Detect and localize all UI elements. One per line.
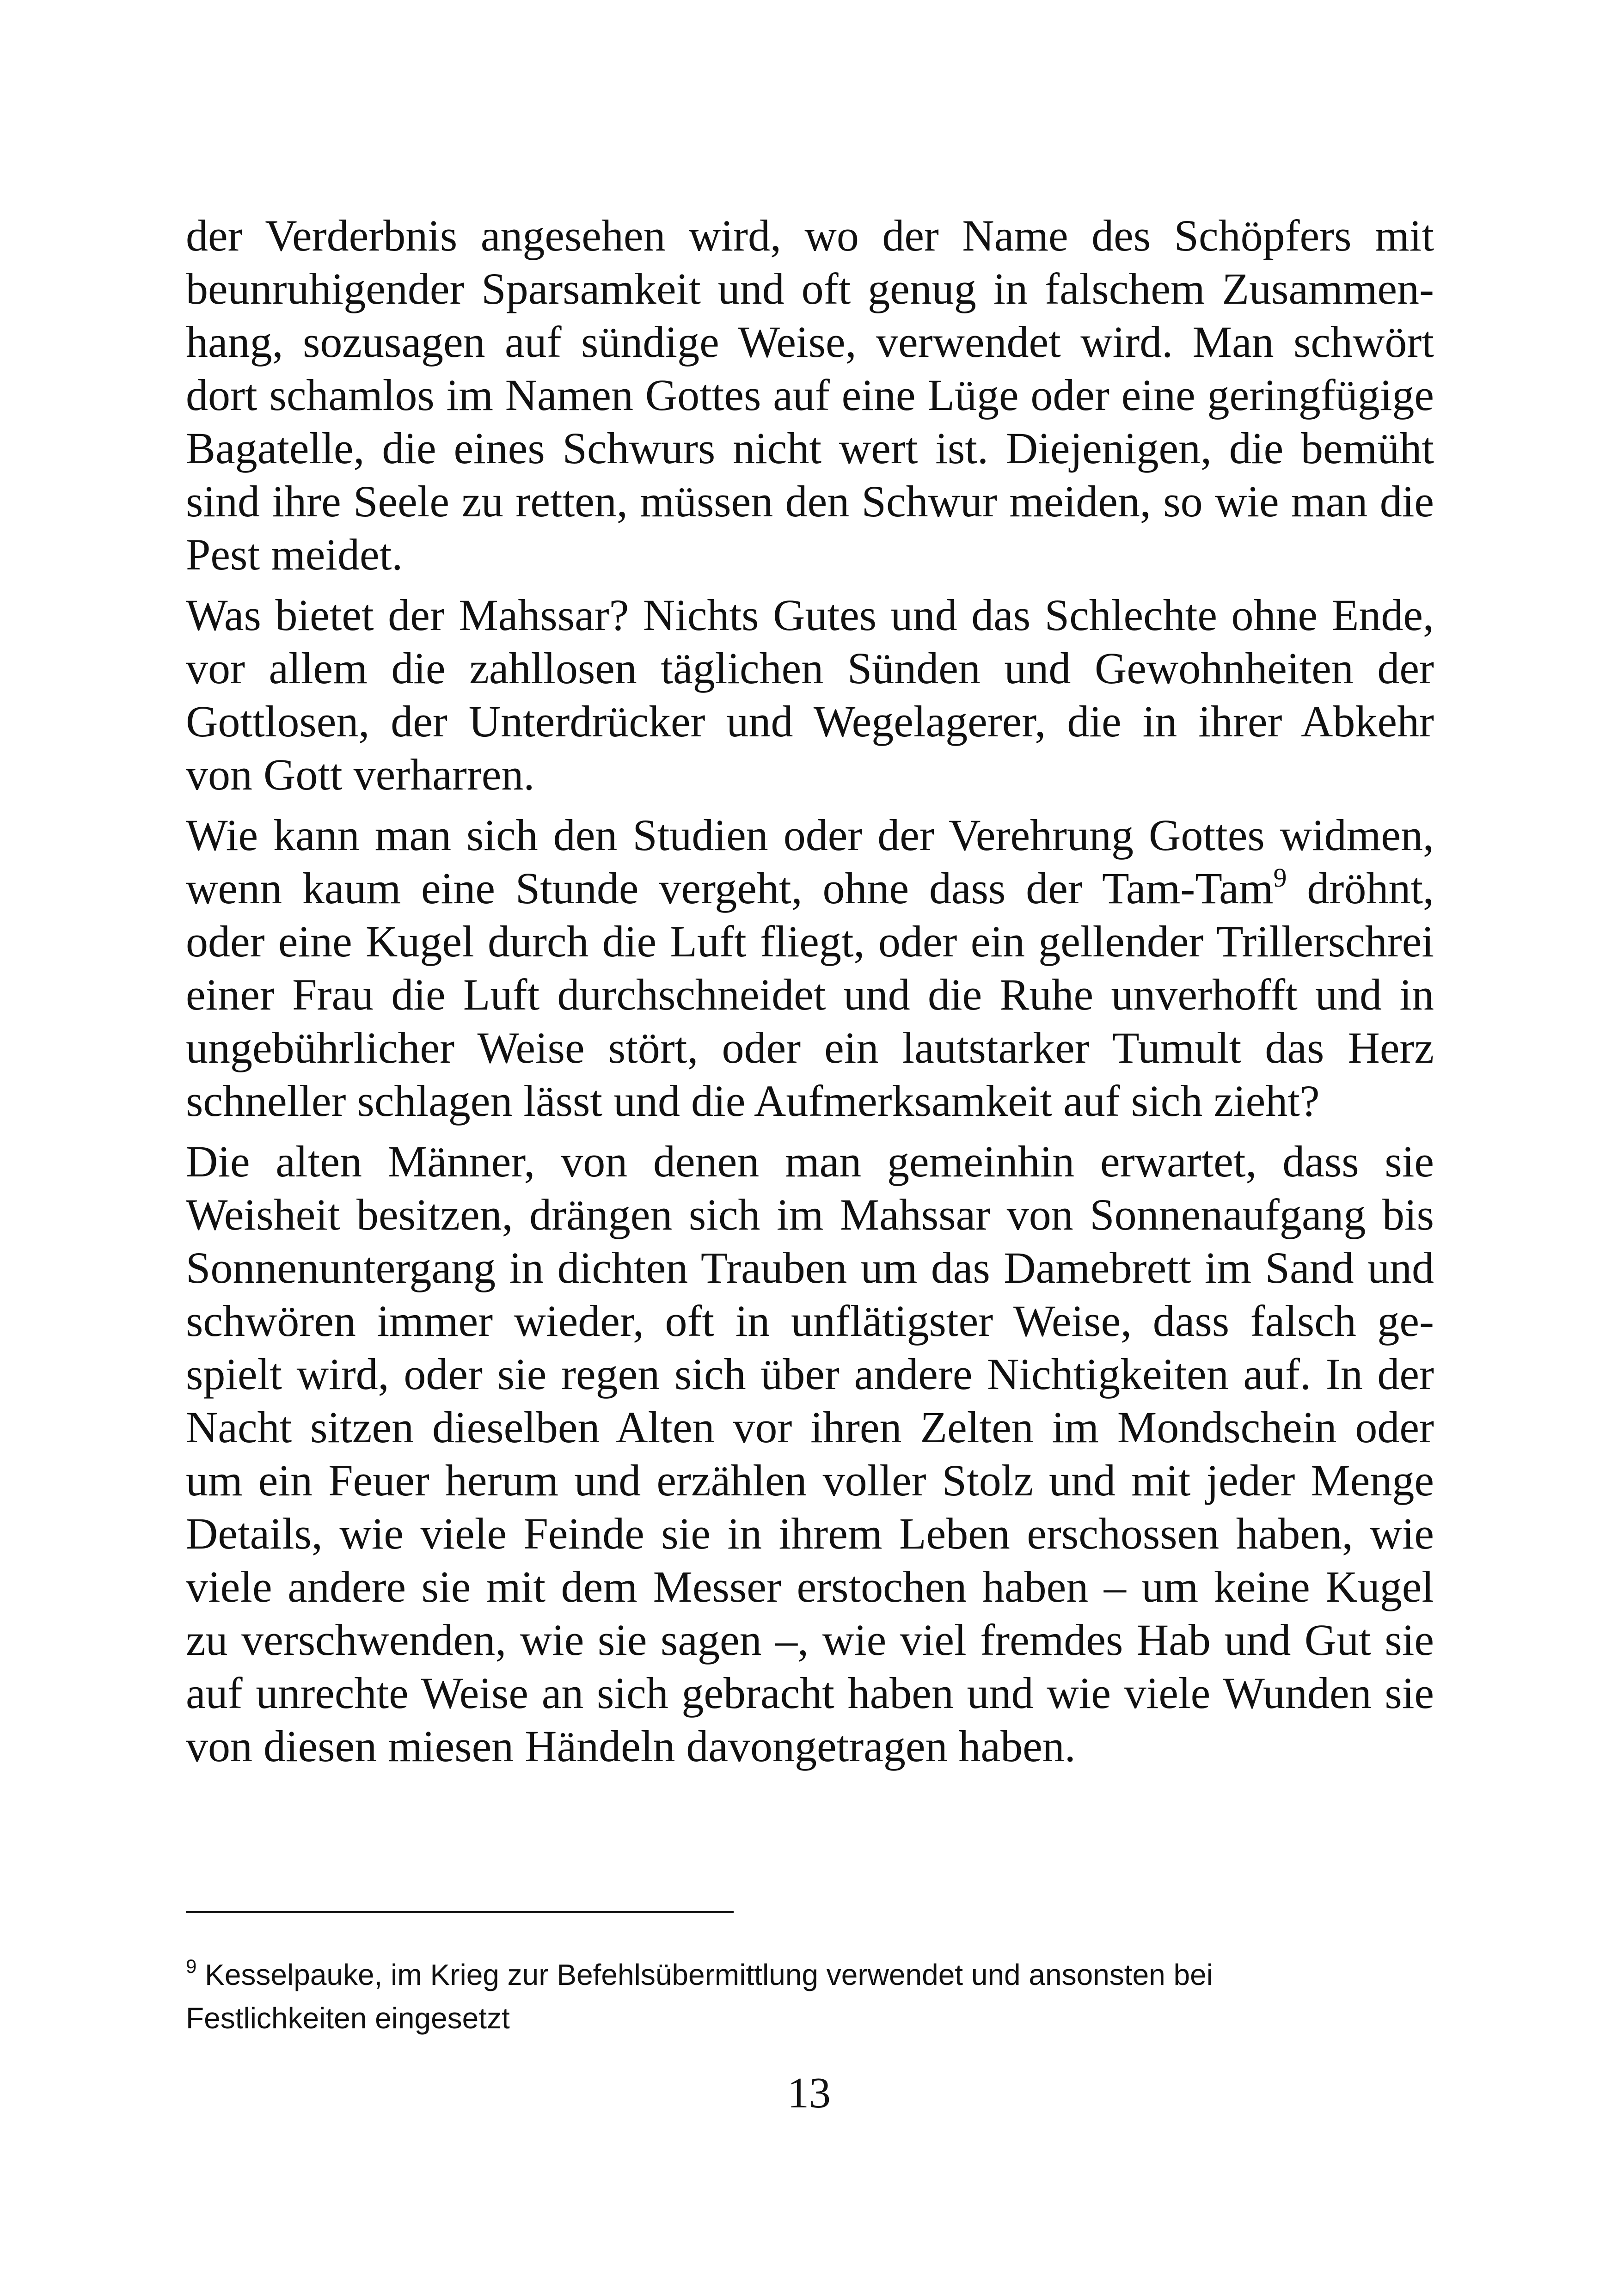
text-line: auf unrechte Weise an sich gebracht haben und wie viele Wunden sie bbox=[186, 1668, 1434, 1718]
text-line: schwören immer wieder, oft in unflätigster Weise, dass falsch ge- bbox=[186, 1296, 1434, 1346]
text-line: Nacht sitzen dieselben Alten vor ihren Zelten im Mondschein oder bbox=[186, 1402, 1434, 1452]
paragraph bbox=[186, 209, 1434, 581]
footnote-marker: 9 bbox=[186, 1955, 197, 1977]
paragraph bbox=[186, 1135, 1434, 1773]
paragraph bbox=[186, 808, 1434, 1127]
footnote bbox=[186, 1953, 1434, 2040]
text-line: um ein Feuer herum und erzählen voller Stolz und mit jeder Menge bbox=[186, 1456, 1434, 1505]
text-line: Die alten Männer, von denen man gemeinhin erwartet, dass sie bbox=[186, 1137, 1434, 1186]
text-line: zu verschwenden, wie sie sagen –, wie viel fremdes Hab und Gut sie bbox=[186, 1615, 1434, 1665]
text-line bbox=[186, 862, 1434, 915]
text-line: vor allem die zahllosen täglichen Sünden und Gewohnheiten der bbox=[186, 643, 1434, 693]
body-text bbox=[186, 209, 1434, 1780]
footnote-text: Festlichkeiten eingesetzt bbox=[186, 2002, 510, 2035]
text-line: ungebührlicher Weise stört, oder ein lautstarker Tumult das Herz bbox=[186, 1023, 1434, 1072]
text-line: viele andere sie mit dem Messer erstochen haben – um keine Kugel bbox=[186, 1562, 1434, 1611]
text-line: Details, wie viele Feinde sie in ihrem Leben erschossen haben, wie bbox=[186, 1509, 1434, 1558]
text-line: sind ihre Seele zu retten, müssen den Schwur meiden, so wie man die bbox=[186, 477, 1434, 526]
footnote-separator-rule bbox=[186, 1911, 734, 1913]
text-line: Weisheit besitzen, drängen sich im Mahssar von Sonnenaufgang bis bbox=[186, 1190, 1434, 1239]
text-line: beunruhigender Sparsamkeit und oft genug in falschem Zusammen- bbox=[186, 264, 1434, 313]
text-line: oder eine Kugel durch die Luft fliegt, oder ein gellender Trillerschrei bbox=[186, 917, 1434, 966]
text-line: Bagatelle, die eines Schwurs nicht wert ist. Diejenigen, die bemüht bbox=[186, 423, 1434, 473]
paragraph bbox=[186, 588, 1434, 801]
text-segment: dröhnt, bbox=[1287, 863, 1434, 913]
text-segment: wenn kaum eine Stunde vergeht, ohne dass der Tam-Tam bbox=[186, 863, 1274, 913]
text-line: dort schamlos im Namen Gottes auf eine Lüge oder eine geringfügige bbox=[186, 370, 1434, 420]
footnote-line bbox=[186, 1996, 1434, 2040]
text-line: hang, sozusagen auf sündige Weise, verwendet wird. Man schwört bbox=[186, 317, 1434, 367]
page-number: 13 bbox=[787, 2069, 831, 2117]
footnote-line bbox=[186, 1953, 1434, 1996]
text-line: von Gott verharren. bbox=[186, 750, 535, 799]
text-line: einer Frau die Luft durchschneidet und die Ruhe unverhofft und in bbox=[186, 970, 1434, 1019]
text-line: Wie kann man sich den Studien oder der Verehrung Gottes widmen, bbox=[186, 810, 1434, 860]
footnote-text: Kesselpauke, im Krieg zur Befehlsübermittlung verwendet und ansonsten bei bbox=[196, 1958, 1213, 1991]
footnote-reference: 9 bbox=[1273, 863, 1287, 893]
text-line: der Verderbnis angesehen wird, wo der Name des Schöpfers mit bbox=[186, 211, 1434, 260]
text-line: Sonnenuntergang in dichten Trauben um das Damebrett im Sand und bbox=[186, 1243, 1434, 1292]
text-line: von diesen miesen Händeln davongetragen haben. bbox=[186, 1721, 1076, 1771]
text-line: Was bietet der Mahssar? Nichts Gutes und das Schlechte ohne Ende, bbox=[186, 590, 1434, 640]
text-line: Pest meidet. bbox=[186, 530, 403, 579]
text-line: spielt wird, oder sie regen sich über andere Nichtigkeiten auf. In der bbox=[186, 1349, 1434, 1399]
text-line: Gottlosen, der Unterdrücker und Wegelagerer, die in ihrer Abkehr bbox=[186, 697, 1434, 746]
text-line: schneller schlagen lässt und die Aufmerksamkeit auf sich zieht? bbox=[186, 1076, 1320, 1126]
